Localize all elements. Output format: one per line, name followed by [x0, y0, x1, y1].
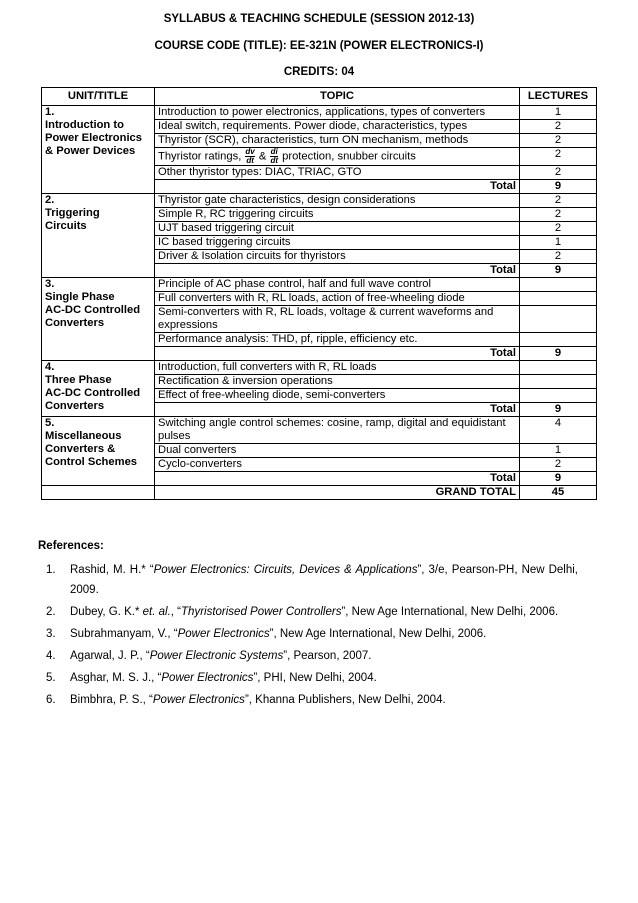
reference-item [38, 646, 578, 666]
topic-cell: UJT based triggering circuit [155, 222, 520, 236]
topic-cell: Introduction to power electronics, applications, types of converters [155, 106, 520, 120]
topic-cell: IC based triggering circuits [155, 236, 520, 250]
dv-dt-fraction [245, 148, 254, 165]
unit-number: 2. [45, 194, 55, 206]
grand-total-row [42, 486, 597, 500]
topic-cell: Dual converters [155, 444, 520, 458]
total-value: 9 [520, 264, 597, 278]
topic-cell: Simple R, RC triggering circuits [155, 208, 520, 222]
page-title: SYLLABUS & TEACHING SCHEDULE (SESSION 2012-13) [163, 13, 475, 25]
reference-publisher: ”, Khanna Publishers, New Delhi, 2004. [244, 694, 446, 706]
topic-cell: Switching angle control schemes: cosine, ramp, digital and equidistant pulses [155, 417, 520, 444]
reference-item [38, 560, 578, 600]
topic-cell: Introduction, full converters with R, RL loads [155, 361, 520, 375]
total-value: 9 [520, 347, 597, 361]
reference-publisher: ”, Pearson, 2007. [283, 650, 372, 662]
total-value: 9 [520, 403, 597, 417]
reference-etal: et. al. [142, 606, 171, 618]
grand-total-label: GRAND TOTAL [155, 486, 520, 500]
lectures-cell [520, 333, 597, 347]
lectures-cell: 1 [520, 106, 597, 120]
topic-text: Thyristor ratings, [158, 150, 242, 163]
table-row [42, 106, 597, 120]
lectures-cell: 2 [520, 222, 597, 236]
lectures-cell: 2 [520, 458, 597, 472]
lectures-cell: 2 [520, 250, 597, 264]
unit-title-cell [42, 361, 155, 417]
reference-item [38, 624, 578, 644]
column-header: LECTURES [520, 88, 597, 106]
total-label: Total [155, 180, 520, 194]
reference-item [38, 602, 578, 622]
reference-publisher: ”, PHI, New Delhi, 2004. [253, 672, 377, 684]
lectures-cell [520, 375, 597, 389]
syllabus-table [41, 87, 597, 500]
lectures-cell [520, 306, 597, 333]
reference-title: Power Electronics: Circuits, Devices & Applications [153, 564, 418, 576]
unit-title-line: Control Schemes [45, 456, 138, 468]
total-label: Total [155, 403, 520, 417]
unit-number: 5. [45, 417, 55, 429]
unit-title-line: & Power Devices [45, 145, 136, 157]
fraction-denominator: dt [246, 156, 254, 165]
total-value: 9 [520, 472, 597, 486]
lectures-cell: 2 [520, 208, 597, 222]
reference-number: 2. [46, 606, 56, 618]
reference-item [38, 690, 578, 710]
lectures-cell: 4 [520, 417, 597, 444]
table-body [42, 106, 597, 500]
fraction-denominator: dt [270, 156, 279, 165]
reference-author: Rashid, M. H.* “ [70, 564, 154, 576]
lectures-cell [520, 278, 597, 292]
reference-author: Subrahmanyam, V., “ [70, 628, 178, 640]
lectures-cell: 2 [520, 120, 597, 134]
reference-number: 5. [46, 672, 56, 684]
reference-title: Thyristorised Power Controllers [181, 606, 342, 618]
lectures-cell: 1 [520, 444, 597, 458]
table-row [42, 417, 597, 444]
reference-publisher: ”, 3/e, Pearson-PH, New Delhi, 2009. [70, 564, 578, 596]
topic-cell: Thyristor (SCR), characteristics, turn ON mechanism, methods [155, 134, 520, 148]
unit-title-line: Miscellaneous [45, 430, 122, 442]
unit-title-cell [42, 417, 155, 486]
topic-cell: Thyristor gate characteristics, design considerations [155, 194, 520, 208]
topic-cell: Performance analysis: THD, pf, ripple, efficiency etc. [155, 333, 520, 347]
unit-title-line: AC-DC Controlled [45, 304, 141, 316]
empty-cell [42, 486, 155, 500]
topic-text: protection, snubber circuits [282, 150, 416, 163]
reference-title: Power Electronic Systems [149, 650, 284, 662]
credits: CREDITS: 04 [283, 66, 355, 78]
table-row [42, 194, 597, 208]
reference-item [38, 668, 578, 688]
references-title: References: [38, 540, 104, 552]
course-code: COURSE CODE (TITLE): EE-321N (POWER ELECTRONICS-I) [154, 40, 484, 52]
topic-cell: Principle of AC phase control, half and full wave control [155, 278, 520, 292]
lectures-cell [520, 361, 597, 375]
table-header-row [42, 88, 597, 106]
unit-title-line: Converters & [45, 443, 116, 455]
unit-number: 1. [45, 106, 55, 118]
column-header: TOPIC [155, 88, 520, 106]
topic-cell: Effect of free-wheeling diode, semi-converters [155, 389, 520, 403]
unit-number: 3. [45, 278, 55, 290]
unit-title-line: Three Phase [45, 374, 112, 386]
grand-total-value: 45 [520, 486, 597, 500]
reference-number: 3. [46, 628, 56, 640]
reference-author: Dubey, G. K.* [70, 606, 143, 618]
topic-cell: Other thyristor types: DIAC, TRIAC, GTO [155, 166, 520, 180]
reference-publisher: ”, New Age International, New Delhi, 2006. [269, 628, 487, 640]
reference-punct: , “ [170, 606, 182, 618]
reference-number: 1. [46, 564, 56, 576]
reference-number: 4. [46, 650, 56, 662]
unit-title-line: Circuits [45, 220, 87, 232]
unit-number: 4. [45, 361, 55, 373]
lectures-cell: 2 [520, 148, 597, 166]
fraction-numerator: di [270, 147, 278, 156]
reference-author: Agarwal, J. P., “ [70, 650, 150, 662]
di-dt-fraction [270, 148, 278, 165]
lectures-cell: 1 [520, 236, 597, 250]
reference-number: 6. [46, 694, 56, 706]
lectures-cell [520, 389, 597, 403]
reference-title: Power Electronics [161, 672, 254, 684]
lectures-cell: 2 [520, 134, 597, 148]
total-label: Total [155, 264, 520, 278]
table-row [42, 278, 597, 292]
lectures-cell [520, 292, 597, 306]
total-value: 9 [520, 180, 597, 194]
ampersand: & [258, 150, 267, 163]
topic-cell: Full converters with R, RL loads, action of free-wheeling diode [155, 292, 520, 306]
total-label: Total [155, 472, 520, 486]
topic-cell: Semi-converters with R, RL loads, voltage & current waveforms and expressions [155, 306, 520, 333]
topic-cell: Driver & Isolation circuits for thyristors [155, 250, 520, 264]
topic-cell: Ideal switch, requirements. Power diode, characteristics, types [155, 120, 520, 134]
unit-title-cell [42, 278, 155, 361]
reference-author: Bimbhra, P. S., “ [70, 694, 153, 706]
topic-cell: Cyclo-converters [155, 458, 520, 472]
unit-title-line: Triggering [45, 207, 100, 219]
unit-title-line: Single Phase [45, 291, 115, 303]
unit-title-line: AC-DC Controlled [45, 387, 141, 399]
unit-title-cell [42, 194, 155, 278]
column-header: UNIT/TITLE [42, 88, 155, 106]
reference-title: Power Electronics [177, 628, 270, 640]
lectures-cell: 2 [520, 166, 597, 180]
unit-title-line: Converters [45, 317, 105, 329]
topic-cell: Rectification & inversion operations [155, 375, 520, 389]
unit-title-cell [42, 106, 155, 194]
fraction-numerator: dv [245, 147, 255, 156]
total-label: Total [155, 347, 520, 361]
topic-cell [155, 148, 520, 166]
unit-title-line: Converters [45, 400, 105, 412]
references-list [38, 560, 578, 712]
unit-title-line: Power Electronics [45, 132, 142, 144]
lectures-cell: 2 [520, 194, 597, 208]
reference-author: Asghar, M. S. J., “ [70, 672, 162, 684]
table-row [42, 361, 597, 375]
reference-title: Power Electronics [152, 694, 245, 706]
reference-publisher: ”, New Age International, New Delhi, 2006. [341, 606, 559, 618]
unit-title-line: Introduction to [45, 119, 124, 131]
